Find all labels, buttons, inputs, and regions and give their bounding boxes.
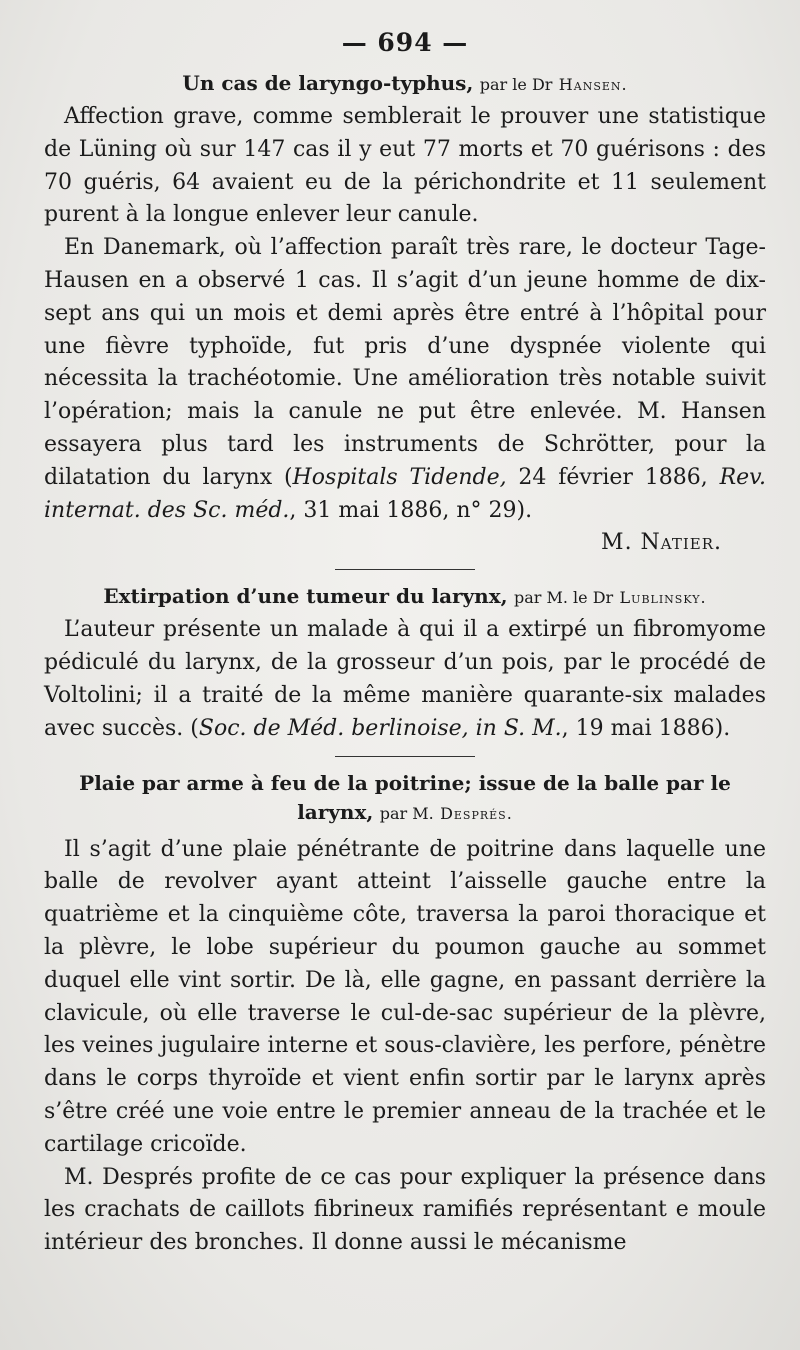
section-divider — [335, 569, 475, 570]
paragraph-text: L’auteur présente un malade à qui il a extirpé un fibromyome pédiculé du larynx, de la grosseur d’un pois, par le procédé de Voltolini; il a traité de la même manière quarante-six malades avec succès. — [44, 617, 766, 741]
citation-date: , 31 mai 1886, n° 29). — [289, 497, 533, 523]
byline-prefix: par M. le Dr — [513, 588, 614, 608]
paragraph — [44, 614, 766, 745]
article-title-text: Plaie par arme à feu de la poitrine; issue de la balle par le larynx, — [79, 770, 731, 824]
citation-journal: Soc. de Méd. berlinoise, in S. M. — [198, 715, 562, 741]
signature: M. Natier. — [601, 530, 722, 556]
section-divider — [335, 756, 475, 757]
author-name: Després. — [440, 803, 513, 823]
article-title-plaie — [44, 769, 766, 828]
citation-date: 24 février 1886, — [506, 464, 720, 490]
byline-prefix: par M. — [379, 803, 434, 823]
paragraph — [44, 232, 766, 527]
article-title-laryngo-typhus — [44, 69, 766, 99]
paragraph: Affection grave, comme semblerait le prouver une statistique de Lüning où sur 147 cas il y eut 77 morts et 70 guérisons : des 70 guéris, 64 avaient eu de la périchondrite et 11 seulement purent à la longue enlever leur canule. — [44, 104, 766, 228]
citation-review: Rev. internat. des Sc. méd. — [44, 464, 766, 523]
article-title-extirpation — [44, 582, 766, 612]
page-number: — 694 — — [341, 28, 469, 57]
paragraph: Il s’agit d’une plaie pénétrante de poitrine dans laquelle une balle de revolver ayant atteint l’aisselle gauche entre la quatrième et la cinquième côte, traversa la paroi thoracique et la plèvre, le lobe supérieur du poumon gauche au sommet duquel elle vint sortir. De là, elle gagne, en passant derrière la clavicule, où elle traverse le cul-de-sac supérieur de la plèvre, les veines jugulaire interne et sous-clavière, les perfore, pénètre dans le corps thyroïde et vient enfin sortir par le larynx après s’être créé une voie entre le premier anneau de la trachée et le cartilage cricoïde. — [44, 836, 766, 1157]
article-title-text: Extirpation d’une tumeur du larynx, — [103, 584, 508, 609]
paragraph: M. Després profite de ce cas pour expliquer la présence dans les crachats de caillots fibrineux ramifiés représentant e moule intérieur des bronches. Il donne aussi le mécanisme — [44, 1164, 766, 1256]
citation-open: ( — [183, 715, 199, 741]
author-name: Hansen. — [558, 75, 628, 94]
author-name: Lublinsky. — [619, 588, 707, 608]
article-title-text: Un cas de laryngo-typhus, — [182, 71, 474, 95]
paragraph-text: En Danemark, où l’affection paraît très rare, le docteur Tage-Hausen en a observé 1 cas. Il s’agit d’un jeune homme de dix-sept ans qui un mois et demi après être entré à l’hôpital pour une fièvre typhoïde, fut pris d’une dyspnée violente qui nécessita la trachéotomie. Une amélioration très notable suivit l’opération; mais la canule ne put être enlevée. M. Hansen essayera plus tard les instruments de Schrötter, pour la dilatation du larynx — [44, 235, 766, 490]
byline-prefix: par le Dr — [479, 75, 553, 94]
citation-open: ( — [272, 464, 293, 490]
citation-date: , 19 mai 1886). — [561, 715, 731, 741]
citation-journal: Hospitals Tidende, — [292, 464, 507, 490]
